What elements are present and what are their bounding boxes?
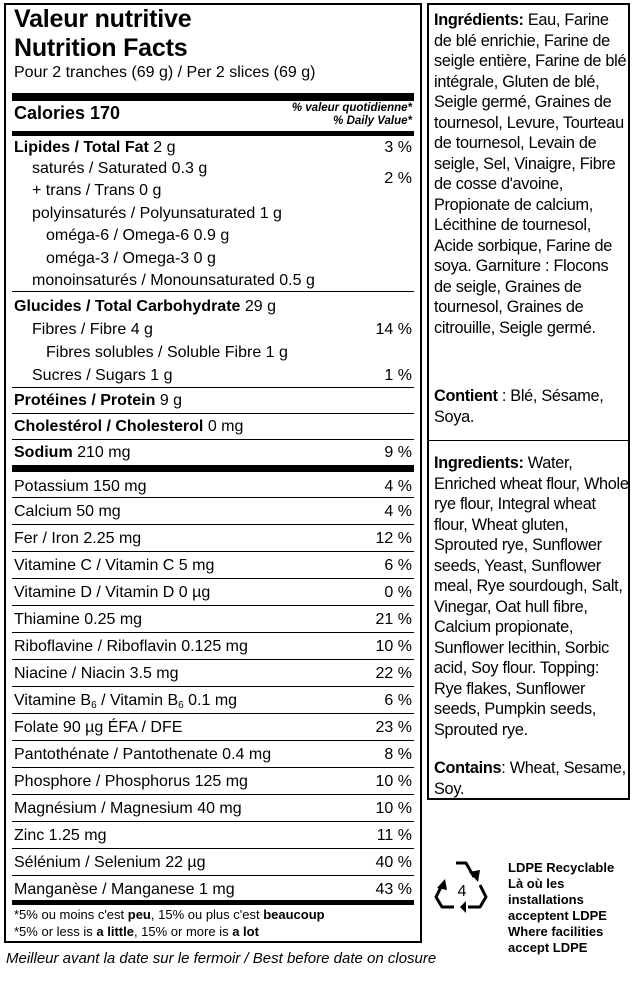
micro-row: Phosphore / Phosphorus 125 mg 10 % — [12, 768, 414, 795]
poly-row: polyinsaturés / Polyunsaturated 1 g — [32, 205, 282, 222]
footnote-english: *5% or less is a little, 15% or more is a lot — [14, 924, 259, 939]
contains-french-label: Contient — [434, 387, 498, 405]
title-french: Valeur nutritive — [14, 5, 192, 33]
fat-row — [12, 138, 414, 158]
contains-french: Contient : Blé, Sésame, Soya. — [434, 387, 604, 426]
nutrition-facts-panel — [4, 3, 422, 943]
recycle-line3: Where facilities accept LDPE — [508, 924, 604, 955]
fat-pct: 3 % — [384, 139, 412, 156]
micro-row: Vitamine C / Vitamin C 5 mg 6 % — [12, 552, 414, 579]
carb-row — [12, 297, 414, 317]
calories-row — [14, 101, 412, 129]
micro-row: Riboflavine / Riboflavin 0.125 mg 10 % — [12, 633, 414, 660]
daily-value-header — [292, 102, 412, 128]
calories-label: Calories 170 — [14, 103, 121, 123]
recycle-line1: LDPE Recyclable — [508, 860, 615, 875]
micro-row: Pantothénate / Pantothenate 0.4 mg 8 % — [12, 741, 414, 768]
recycle-line2: Là où les installations acceptent LDPE — [508, 876, 607, 923]
cholesterol-row: Cholestérol / Cholesterol 0 mg — [14, 418, 244, 435]
ingredients-french: Ingrédients: Eau, Farine de blé enrichie, Farine de seigle entière, Farine de blé intégrale, Gluten de blé, Seigle germé, Graines de tournesol, Levure, Tourteau de tournesol, Levain de seigle, Sel, Vinaigre, Fibre de cosse d'avoine, Propionate de calcium, Lécithine de tournesol, Acide sorbique, Farine de soya. Garniture : Flocons de seigle, Graines de tournesol, Graines de citrouille, Seigle germé. — [434, 11, 627, 337]
divider — [12, 439, 414, 440]
micro-row: Vitamine $B_6$ / Vitamin $B_6$ 0.1 mg 6 % — [12, 687, 414, 714]
saturated-row: saturés / Saturated 0.3 g — [32, 160, 208, 177]
carb-label: Glucides / Total Carbohydrate — [14, 298, 241, 315]
recycle-icon — [430, 855, 494, 917]
micro-row: Fer / Iron 2.25 mg 12 % — [12, 525, 414, 552]
daily-value-header-en: % Daily Value* — [333, 115, 412, 127]
soluble-fibre-row: Fibres solubles / Soluble Fibre 1 g — [46, 344, 288, 361]
trans-row: + trans / Trans 0 g — [32, 182, 162, 199]
fibre-row: Fibres / Fibre 4 g 14 % — [32, 321, 412, 338]
sodium-row: Sodium 210 mg 9 % — [14, 444, 412, 461]
divider — [12, 413, 414, 414]
divider-thick — [12, 93, 414, 101]
ingredients-divider — [429, 440, 628, 441]
sat-trans-pct: 2 % — [384, 170, 412, 187]
micro-row: Vitamine D / Vitamin D 0 µg 0 % — [12, 579, 414, 606]
daily-value-header-fr: % valeur quotidienne* — [291, 102, 412, 114]
ingredients-english: Ingredients: Water, Enriched wheat flour, Whole rye flour, Integral wheat flour, Wheat gluten, Sprouted rye, Sunflower seeds, Yeast, Sunflower meal, Rye sourdough, Salt, Vinegar, Oat hull fibre, Calcium propionate, Sunflower lecithin, Sorbic acid, Soy flour. Topping: Rye flakes, Sunflower seeds, Pumpkin seeds, Sprouted rye. — [434, 454, 629, 739]
recycle-number: 4 — [457, 883, 467, 900]
micro-row: Thiamine 0.25 mg 21 % — [12, 606, 414, 633]
divider-medium — [12, 131, 414, 136]
micro-row: Folate 90 µg ÉFA / DFE 23 % — [12, 714, 414, 741]
omega3-row: oméga-3 / Omega-3 0 g — [46, 250, 216, 267]
divider-thick — [12, 465, 414, 472]
micro-row: Zinc 1.25 mg 11 % — [12, 822, 414, 849]
fat-amount: 2 g — [153, 139, 176, 156]
ingredients-french-label: Ingrédients: — [434, 11, 524, 29]
title-english: Nutrition Facts — [14, 34, 188, 62]
micro-row: Potassium 150 mg 4 % — [12, 474, 414, 498]
contains-english: Contains: Wheat, Sesame, Soy. — [434, 759, 626, 798]
micro-row: Magnésium / Magnesium 40 mg 10 % — [12, 795, 414, 822]
serving-size: Pour 2 tranches (69 g) / Per 2 slices (69 g) — [14, 64, 316, 81]
protein-row: Protéines / Protein 9 g — [14, 392, 183, 409]
micro-row: Calcium 50 mg 4 % — [12, 498, 414, 525]
micro-row: Manganèse / Manganese 1 mg 43 % — [14, 881, 412, 898]
sugars-row: Sucres / Sugars 1 g 1 % — [32, 367, 412, 384]
divider-medium — [12, 900, 414, 905]
mono-row: monoinsaturés / Monounsaturated 0.5 g — [32, 272, 315, 289]
sodium-label: Sodium — [14, 444, 73, 461]
best-before-note: Meilleur avant la date sur le fermoir / Best before date on closure — [6, 950, 437, 967]
footnote-french: *5% ou moins c'est peu, 15% ou plus c'est beaucoup — [14, 907, 325, 922]
nutrition-header — [14, 5, 414, 82]
omega6-row: oméga-6 / Omega-6 0.9 g — [46, 227, 230, 244]
recycle-info — [508, 860, 630, 956]
contains-english-label: Contains — [434, 759, 502, 777]
protein-label: Protéines / Protein — [14, 392, 156, 409]
micro-row: Sélénium / Selenium 22 µg 40 % — [12, 849, 414, 876]
fat-label: Lipides / Total Fat — [14, 139, 149, 156]
micro-row: Niacine / Niacin 3.5 mg 22 % — [12, 660, 414, 687]
ingredients-panel — [427, 3, 630, 800]
ingredients-english-label: Ingredients: — [434, 454, 524, 472]
cholesterol-label: Cholestérol / Cholesterol — [14, 418, 204, 435]
divider — [12, 291, 414, 292]
carb-amount: 29 g — [244, 298, 277, 315]
divider — [12, 387, 414, 388]
